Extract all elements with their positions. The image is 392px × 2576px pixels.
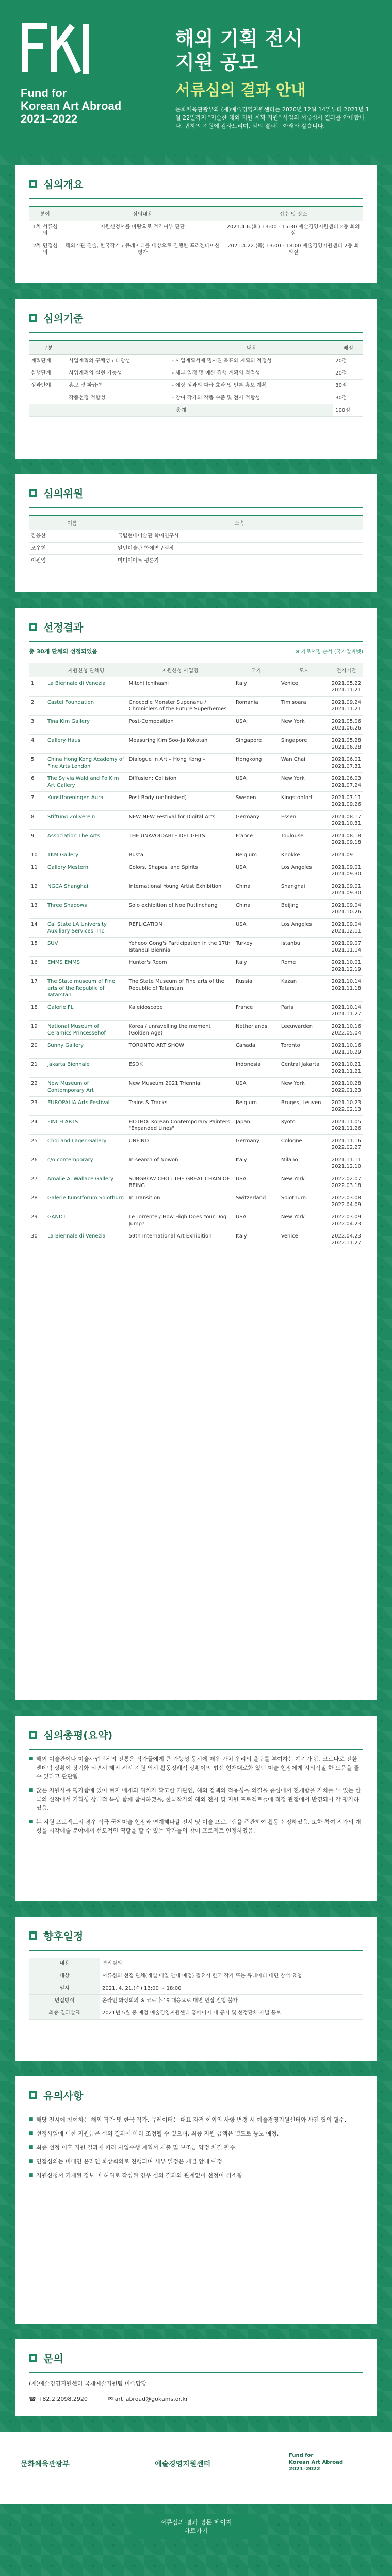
table-cell: Toronto bbox=[279, 1040, 330, 1059]
table-cell: Italy bbox=[234, 677, 279, 697]
table-cell: Stiftung Zollverein bbox=[45, 811, 127, 830]
table-cell: Germany bbox=[234, 1135, 279, 1154]
table-cell: The State museum of Fine arts of the Republic of Tatarstan bbox=[45, 976, 127, 1002]
table-row bbox=[29, 1211, 363, 1230]
table-cell: 2022.02.07 2022.03.18 bbox=[330, 1173, 363, 1192]
table-row: 실행단계 사업계획의 실현 가능성 - 세부 일정 및 예산 집행 계획의 적절성 20점 bbox=[29, 367, 363, 380]
table-cell: GANDT bbox=[45, 1211, 127, 1230]
table-cell: Dialogue in Art – Hong Kong – bbox=[127, 754, 234, 773]
table-row bbox=[29, 1154, 363, 1173]
table-cell: 2021.11.11 2021.12.10 bbox=[330, 1154, 363, 1173]
table-cell: 2021.05.28 2021.06.28 bbox=[330, 735, 363, 754]
table-row bbox=[29, 938, 363, 957]
table-cell: 2021.06.01 2021.07.31 bbox=[330, 754, 363, 773]
table-cell: Solothurn bbox=[279, 1192, 330, 1211]
table-cell: Rome bbox=[279, 957, 330, 976]
table-row: 2차 면접심의 해외기관 진술, 한국작가 / 큐레이터를 대상으로 진행한 프리젠테이션 평가 2021.4.22.(목) 13:00 - 18:00 예술경영지원센터 2층 회의실 bbox=[29, 240, 363, 259]
table-cell: Trains & Tracks bbox=[127, 1097, 234, 1116]
table-cell: 2021.10.16 2022.05.04 bbox=[330, 1021, 363, 1040]
table-cell: 2 bbox=[29, 697, 45, 716]
table-cell: China bbox=[234, 880, 279, 900]
table-cell: 1 bbox=[29, 677, 45, 697]
square-icon bbox=[29, 314, 37, 322]
table-cell: Los Angeles bbox=[279, 861, 330, 880]
table-cell: 2021.09.04 2021.10.26 bbox=[330, 900, 363, 919]
table-cell: France bbox=[234, 1002, 279, 1021]
table-cell: FINCH ARTS bbox=[45, 1116, 127, 1135]
table-cell: USA bbox=[234, 919, 279, 938]
note-item: ■ 최종 선정 이후 지원 결과에 따라 사업수행 계획서 제출 및 보조금 약정 체결 필수. bbox=[36, 2143, 363, 2152]
table-cell: 26 bbox=[29, 1154, 45, 1173]
table-cell: Korea / unravelling the moment (Golden Age) bbox=[127, 1021, 234, 1040]
table-cell: Italy bbox=[234, 1154, 279, 1173]
table-cell: Central Jakarta bbox=[279, 1059, 330, 1078]
table-cell: HOTHO: Korean Contemporary Painters "Expanded Lines" bbox=[127, 1116, 234, 1135]
table-row: 1차 서류심의 지원신청서를 바탕으로 적격여부 판단 2021.4.6.(화) 13:00 - 15:30 예술경영지원센터 2층 회의실 bbox=[29, 221, 363, 240]
ministry-logo: 문화체육관광부 bbox=[21, 2460, 70, 2468]
phone-icon: ☎ bbox=[29, 2396, 38, 2402]
table-row bbox=[29, 1059, 363, 1078]
table-row bbox=[29, 861, 363, 880]
table-cell: NGCA Shanghai bbox=[45, 880, 127, 900]
table-cell: Busta bbox=[127, 849, 234, 861]
table-cell: 22 bbox=[29, 1078, 45, 1097]
table-cell: Canada bbox=[234, 1040, 279, 1059]
section-title: 유의사항 bbox=[43, 2090, 84, 2102]
table-cell: New Museum 2021 Triennial bbox=[127, 1078, 234, 1097]
table-cell: 7 bbox=[29, 792, 45, 811]
square-icon bbox=[29, 180, 37, 188]
table-cell: Switzerland bbox=[234, 1192, 279, 1211]
table-cell: USA bbox=[234, 861, 279, 880]
table-cell: 29 bbox=[29, 1211, 45, 1230]
section-schedule bbox=[15, 1917, 377, 2061]
table-cell: Castel Foundation bbox=[45, 697, 127, 716]
table-cell: USA bbox=[234, 773, 279, 792]
table-cell: Germany bbox=[234, 811, 279, 830]
table-cell: Measuring Kim Soo-Ja Kokotan bbox=[127, 735, 234, 754]
table-cell: Essen bbox=[279, 811, 330, 830]
table-row bbox=[29, 773, 363, 792]
square-icon bbox=[29, 1931, 37, 1940]
table-cell: Milano bbox=[279, 1154, 330, 1173]
table-row bbox=[29, 811, 363, 830]
gokams-logo: 예술경영지원센터 bbox=[155, 2460, 211, 2468]
table-row bbox=[29, 677, 363, 697]
table-cell: Tina Kim Gallery bbox=[45, 716, 127, 735]
table-cell: ESOK bbox=[127, 1059, 234, 1078]
table-cell: 13 bbox=[29, 900, 45, 919]
table-cell: International Young Artist Exhibition bbox=[127, 880, 234, 900]
table-row bbox=[29, 1135, 363, 1154]
table-cell: 2021.10.16 2021.10.29 bbox=[330, 1040, 363, 1059]
table-cell: La Biennale di Venezia bbox=[45, 677, 127, 697]
table-cell: 2022.03.08 2022.04.09 bbox=[330, 1192, 363, 1211]
table-cell: Indonesia bbox=[234, 1059, 279, 1078]
section-title: 심의총평(요약) bbox=[43, 1729, 113, 1741]
table-cell: Galerie FL bbox=[45, 1002, 127, 1021]
table-cell: 18 bbox=[29, 1002, 45, 1021]
table-row bbox=[29, 1040, 363, 1059]
table-row: 최종 결과발표 2021년 5월 중 예정 예술경영지원센터 홈페이지 내 공지 및 선정단체 개별 통보 bbox=[29, 2007, 363, 2020]
table-cell: New York bbox=[279, 1211, 330, 1230]
review-paragraph: ■ 많은 지원사를 평가함에 있어 현지 매개의 위치가 확고한 기관인, 해외 정책의 적용성을 의결을 중심에서 전개함을 가치를 두 있는 한국의 신작에서 기획성 상대적 특성 함께 참여하였을, 한국작가의 해외 전시 및 지원 프로젝트들에 적정 관점에서 반영되어 각 평가하였음. bbox=[36, 1786, 363, 1812]
table-cell: Three Shadows bbox=[45, 900, 127, 919]
table-cell: Wan Chai bbox=[279, 754, 330, 773]
table-cell: REFLICATION bbox=[127, 919, 234, 938]
table-row bbox=[29, 1116, 363, 1135]
contact-phone[interactable]: +82.2.2098.2920 bbox=[38, 2396, 88, 2402]
table-cell: TORONTO ART SHOW bbox=[127, 1040, 234, 1059]
table-cell: 9 bbox=[29, 830, 45, 849]
table-cell: Cologne bbox=[279, 1135, 330, 1154]
table-cell: 2021.09.24 2021.11.21 bbox=[330, 697, 363, 716]
square-icon bbox=[29, 2091, 37, 2099]
table-cell: 25 bbox=[29, 1135, 45, 1154]
table-cell: Le Torrente / How High Does Your Dog Jump? bbox=[127, 1211, 234, 1230]
table-cell: THE UNAVOIDABLE DELIGHTS bbox=[127, 830, 234, 849]
table-cell: 2021.09 bbox=[330, 849, 363, 861]
section-results bbox=[15, 608, 377, 1700]
table-cell: Choi and Lager Gallery bbox=[45, 1135, 127, 1154]
table-cell: 20 bbox=[29, 1040, 45, 1059]
page-title: 해외 기획 전시 지원 공모 bbox=[175, 27, 303, 74]
table-cell: Singapore bbox=[279, 735, 330, 754]
section-committee bbox=[15, 474, 377, 592]
table-cell: NEW NEW Festival for Digital Arts bbox=[127, 811, 234, 830]
table-cell: Istanbul bbox=[279, 938, 330, 957]
table-cell: Venice bbox=[279, 1230, 330, 1249]
table-cell: Amalie A. Wallace Gallery bbox=[45, 1173, 127, 1192]
review-paragraph: ■ 본 지원 프로젝트의 경우 적극 국제미술 현장과 연계해나갈 전시 및 미술 프로그램을 주관하여 활동 선정하였음. 또한 참여 작가의 개성을 시각예술 분야에서 선도적인 역할을 할 수 있는 작가들의 참여 프로젝트 인정하였음. bbox=[36, 1818, 363, 1835]
table-cell: 21 bbox=[29, 1059, 45, 1078]
square-icon bbox=[29, 2354, 37, 2362]
table-row bbox=[29, 1097, 363, 1116]
table-cell: 2021.10.21 2021.11.21 bbox=[330, 1059, 363, 1078]
header bbox=[0, 0, 392, 155]
table-cell: 2021.06.03 2021.07.24 bbox=[330, 773, 363, 792]
table-row bbox=[29, 919, 363, 938]
note-item: ■ 해당 전시에 참여하는 해외 작가 및 한국 작가, 큐레이터는 대표 자격 이외의 사항 변경 시 예술경영지원센터와 사전 협의 필수. bbox=[36, 2115, 363, 2124]
table-cell: 3 bbox=[29, 716, 45, 735]
table-cell: Post-Composition bbox=[127, 716, 234, 735]
table-cell: 2021.10.23 2022.02.13 bbox=[330, 1097, 363, 1116]
section-title: 심의개요 bbox=[43, 178, 84, 191]
table-cell: Toulouse bbox=[279, 830, 330, 849]
table-cell: 23 bbox=[29, 1097, 45, 1116]
table-row: 내용 면접심의 bbox=[29, 1958, 363, 1970]
table-cell: 10 bbox=[29, 849, 45, 861]
table-cell: New York bbox=[279, 773, 330, 792]
table-cell: 8 bbox=[29, 811, 45, 830]
table-row bbox=[29, 1173, 363, 1192]
table-cell: 2021.10.01 2021.12.19 bbox=[330, 957, 363, 976]
table-row bbox=[29, 849, 363, 861]
table-cell: Leeuwarden bbox=[279, 1021, 330, 1040]
table-cell: 17 bbox=[29, 976, 45, 1002]
table-cell: Galerie Kunstforum Solothurn bbox=[45, 1192, 127, 1211]
table-cell: Yeheoo Gong's Participation in the 17th Istanbul Biennial bbox=[127, 938, 234, 957]
table-row: 작품선정 적합성 - 참여 작가의 작품 수준 및 전시 적합성 30점 bbox=[29, 392, 363, 404]
table-cell: 30 bbox=[29, 1230, 45, 1249]
table-row: 김용한 국립현대미술관 학예연구사 bbox=[29, 530, 363, 543]
table-cell: Paris bbox=[279, 1002, 330, 1021]
committee-table: 이름 소속 김용한 국립현대미술관 학예연구사 조우현 일민미술관 학예연구실장 이원영 미디어아트 평론가 bbox=[29, 515, 363, 567]
table-cell: Shanghai bbox=[279, 880, 330, 900]
table-cell: 2021.05.22 2021.11.21 bbox=[330, 677, 363, 697]
table-cell: 16 bbox=[29, 957, 45, 976]
english-page-button[interactable]: 서류심의 결과 영문 페이지 바로가기 bbox=[132, 2514, 260, 2539]
table-row bbox=[29, 792, 363, 811]
table-cell: Hongkong bbox=[234, 754, 279, 773]
table-cell: 2022.03.09 2022.04.23 bbox=[330, 1211, 363, 1230]
table-row bbox=[29, 754, 363, 773]
criteria-table: 구분 내용 배점 계획단계 사업계획의 구체성 / 타당성 - 사업계획서에 명시된 목표와 계획의 적정성 20점 실행단계 사업계획의 실현 가능성 - 세부 일정 및 예산 집행 계획의 적절성 20점 성과단계 홍보 및 파급력 - 예상 성과의 파급 효과 및 언론 홍보 계획 30점 작품선정 적합성 - 참여 작가의 작품 수준 및 전시 적합성 30점 총계 100점 bbox=[29, 340, 363, 417]
contact-email[interactable]: art_abroad@gokams.or.kr bbox=[115, 2396, 188, 2402]
section-overview bbox=[15, 165, 377, 283]
table-cell: Venice bbox=[279, 677, 330, 697]
table-row: 계획단계 사업계획의 구체성 / 타당성 - 사업계획서에 명시된 목표와 계획의 적정성 20점 bbox=[29, 355, 363, 367]
table-cell: 14 bbox=[29, 919, 45, 938]
table-cell: New York bbox=[279, 1173, 330, 1192]
results-note: ※ 가로서명 순서 (국가알파벳) bbox=[295, 649, 363, 655]
table-cell: Solo exhibition of Noe Rutlinchang bbox=[127, 900, 234, 919]
table-cell: SUV bbox=[45, 938, 127, 957]
table-cell: New York bbox=[279, 716, 330, 735]
square-icon bbox=[29, 1731, 37, 1739]
table-cell: Gallery Haus bbox=[45, 735, 127, 754]
table-cell: Kazan bbox=[279, 976, 330, 1002]
page-subtitle: 서류심의 결과 안내 bbox=[175, 81, 306, 99]
table-row bbox=[29, 830, 363, 849]
table-cell: In search of Nowon bbox=[127, 1154, 234, 1173]
table-cell: In Transition bbox=[127, 1192, 234, 1211]
table-cell: Netherlands bbox=[234, 1021, 279, 1040]
table-cell: Belgium bbox=[234, 1097, 279, 1116]
table-cell: New Museum of Contemporary Art bbox=[45, 1078, 127, 1097]
table-cell: 2021.08.18 2021.09.18 bbox=[330, 830, 363, 849]
table-cell: Kingstonfort bbox=[279, 792, 330, 811]
section-title: 심의기준 bbox=[43, 312, 84, 325]
table-cell: USA bbox=[234, 716, 279, 735]
table-row bbox=[29, 1002, 363, 1021]
table-cell: France bbox=[234, 830, 279, 849]
table-row bbox=[29, 697, 363, 716]
note-item: ■ 선정사업에 대한 지원금은 심의 결과에 따라 조정될 수 있으며, 최종 지원 금액은 별도로 통보 예정. bbox=[36, 2129, 363, 2138]
table-cell: 6 bbox=[29, 773, 45, 792]
table-cell: Belgium bbox=[234, 849, 279, 861]
table-row: 일시 2021. 4. 21.(수) 13:00 ~ 18:00 bbox=[29, 1982, 363, 1995]
note-item: ■ 지원신청서 기재된 정보 미 허위로 작성된 경우 심의 결과와 관계없이 선정이 취소됨. bbox=[36, 2171, 363, 2180]
results-table: 지원신청 단체명 지원신청 사업명 국가 도시 전시기간 1 La Biennale di Venezia Mitchi Ichihashi Italy Venice 2021.05.22 2021.11.21 2 Castel Foundation Cnocodle Monster Supenanu / Chroniclers of the Future Superheroes Romania Timisoara 2021.09.24 2021.11.21 3 Tina Kim Gallery Post-Composition USA New York 2021.05.06 2021.06.26 4 Gallery Haus Measuring Kim Soo-Ja Kokotan Singapore Singapore 2021.05.28 2021.06.28 5 China Hong Kong Academy of Fine Arts London Dialogue in Art – Hong Kong – Hongkong Wan Chai 2021.06.01 2021.07.31 6 The Sylvia Wald and Po Kim Art Gallery Diffusion: Collision USA New York 2021.06.03 2021.07.24 7 Kunstforeningen Aura Post Body (unfinished) Sweden Kingstonfort 2021.07.11 2021.09.26 8 Stiftung Zollverein NEW NEW Festival for Digital Arts Germany Essen 2021.08.17 2021.10.31 9 Association The Arts THE UNAVOIDABLE DELIGHTS France Toulouse 2021.08.18 2021.09.18 10 TKM Gallery Busta Belgium Knokke 2021.09 11 Gallery Mestern Colors, Shapes, and Spirits USA Los Angeles 2021.09.01 2021.09.30 12 NGCA Shanghai International Young Artist Exhibition China Shanghai 2021.09.01 2021.09.30 13 Three Shadows Solo exhibition of Noe Rutlinchang China Beijing 2021.09.04 2021.10.26 14 Cal State LA University Auxiliary Services, Inc. REFLICATION USA Los Angeles 2021.09.04 2021.12.11 15 SUV Yeheoo Gong's Participation in the 17th Istanbul Biennial Turkey Istanbul 2021.09.07 2021.11.14 16 EMMS EMMS Hunter's Room Italy Rome 2021.10.01 2021.12.19 17 The State museum of Fine arts of the Republic of Tatarstan The State Museum of Fine arts of the Republic of Tatarstan Russia Kazan 2021.10.14 2021.11.18 18 Galerie FL Kaleidoscope France Paris 2021.10.14 2021.11.27 19 National Museum of Ceramics Princessehof Korea / unravelling the moment (Golden Age) Netherlands Leeuwarden 2021.10.16 2022.05.04 20 Sunny Gallery TORONTO ART SHOW Canada Toronto 2021.10.16 2021.10.29 21 Jakarta Biennale ESOK Indonesia Central Jakarta 2021.10.21 2021.11.21 22 New Museum of Contemporary Art New Museum 2021 Triennial USA New York 2021.10.28 2022.01.23 23 EUROPALIA Arts Festival Trains & Tracks Belgium Bruges, Leuven 2021.10.23 2022.02.13 24 FINCH ARTS HOTHO: Korean Contemporary Painters "Expanded Lines" Japan Kyoto 2021.11.05 2021.11.26 25 Choi and Lager Gallery UNFIND Germany Cologne 2021.11.16 2022.02.27 26 c/o contemporary In search of Nowon Italy Milano 2021.11.11 2021.12.10 27 Amalie A. Wallace Gallery SUBGROW CHOI: THE GREAT CHAIN OF BEING USA New York 2022.02.07 2022.03.18 28 Galerie Kunstforum Solothurn In Transition Switzerland Solothurn 2022.03.08 2022.04.09 29 GANDT Le Torrente / How High Does Your Dog Jump? USA New York 2022.03.09 2022.04.23 30 La Biennale di Venezia 59th International Art Exhibition Italy Venice 2022.04.23 2022.11.27 bbox=[29, 663, 363, 1249]
table-cell: Kunstforeningen Aura bbox=[45, 792, 127, 811]
table-cell: Colors, Shapes, and Spirits bbox=[127, 861, 234, 880]
table-cell: Hunter's Room bbox=[127, 957, 234, 976]
table-row: 대상 서류심의 선정 단체(개별 메일 안내 예정) 필요시 한국 작가 또는 큐레이터 대면 참석 요청 bbox=[29, 1970, 363, 1982]
table-row bbox=[29, 880, 363, 900]
section-title: 문의 bbox=[43, 2352, 63, 2365]
table-cell: Russia bbox=[234, 976, 279, 1002]
results-count: 총 30개 단체의 선정되었음 bbox=[29, 648, 98, 655]
table-cell: 4 bbox=[29, 735, 45, 754]
table-cell: 19 bbox=[29, 1021, 45, 1040]
table-cell: UNFIND bbox=[127, 1135, 234, 1154]
table-cell: Singapore bbox=[234, 735, 279, 754]
section-notes bbox=[15, 2076, 377, 2324]
table-cell: Sunny Gallery bbox=[45, 1040, 127, 1059]
table-cell: 2021.09.01 2021.09.30 bbox=[330, 880, 363, 900]
table-cell: La Biennale di Venezia bbox=[45, 1230, 127, 1249]
table-row: 이원영 미디어아트 평론가 bbox=[29, 555, 363, 567]
table-cell: Post Body (unfinished) bbox=[127, 792, 234, 811]
table-cell: SUBGROW CHOI: THE GREAT CHAIN OF BEING bbox=[127, 1173, 234, 1192]
table-cell: Cnocodle Monster Supenanu / Chroniclers of the Future Superheroes bbox=[127, 697, 234, 716]
table-cell: TKM Gallery bbox=[45, 849, 127, 861]
table-cell: 2021.09.04 2021.12.11 bbox=[330, 919, 363, 938]
table-cell: China bbox=[234, 900, 279, 919]
table-row bbox=[29, 1192, 363, 1211]
fkaa-logo-icon bbox=[21, 21, 93, 77]
table-cell: Mitchi Ichihashi bbox=[127, 677, 234, 697]
table-cell: USA bbox=[234, 1173, 279, 1192]
table-cell: USA bbox=[234, 1078, 279, 1097]
table-cell: EUROPALIA Arts Festival bbox=[45, 1097, 127, 1116]
section-title: 향후일정 bbox=[43, 1930, 84, 1942]
table-cell: Italy bbox=[234, 1230, 279, 1249]
table-cell: USA bbox=[234, 1211, 279, 1230]
table-row bbox=[29, 957, 363, 976]
table-cell: 2021.08.17 2021.10.31 bbox=[330, 811, 363, 830]
table-row: 면접방식 온라인 화상회의 ※ 코로나-19 대응으로 대면 면접 진행 불가 bbox=[29, 1995, 363, 2007]
table-cell: Romania bbox=[234, 697, 279, 716]
table-cell: 12 bbox=[29, 880, 45, 900]
table-cell: 2021.10.28 2022.01.23 bbox=[330, 1078, 363, 1097]
table-cell: The State Museum of Fine arts of the Republic of Tatarstan bbox=[127, 976, 234, 1002]
table-cell: 5 bbox=[29, 754, 45, 773]
table-cell: 28 bbox=[29, 1192, 45, 1211]
table-cell: New York bbox=[279, 1078, 330, 1097]
mail-icon: ✉ bbox=[108, 2396, 115, 2402]
table-cell: Los Angeles bbox=[279, 919, 330, 938]
footer bbox=[0, 2432, 392, 2504]
table-cell: 2022.04.23 2022.11.27 bbox=[330, 1230, 363, 1249]
table-cell: 2021.09.07 2021.11.14 bbox=[330, 938, 363, 957]
table-row bbox=[29, 900, 363, 919]
section-contact bbox=[15, 2339, 377, 2416]
fkaa-footer-logo: Fund for Korean Art Abroad 2021–2022 bbox=[289, 2453, 344, 2472]
table-cell: Gallery Mestern bbox=[45, 861, 127, 880]
table-cell: Cal State LA University Auxiliary Services, Inc. bbox=[45, 919, 127, 938]
table-cell: 2021.11.05 2021.11.26 bbox=[330, 1116, 363, 1135]
section-criteria bbox=[15, 299, 377, 459]
table-cell: Knokke bbox=[279, 849, 330, 861]
table-cell: Bruges, Leuven bbox=[279, 1097, 330, 1116]
table-cell: 2021.11.16 2022.02.27 bbox=[330, 1135, 363, 1154]
table-cell: China Hong Kong Academy of Fine Arts London bbox=[45, 754, 127, 773]
table-cell: Turkey bbox=[234, 938, 279, 957]
table-row bbox=[29, 1078, 363, 1097]
table-row bbox=[29, 1230, 363, 1249]
table-cell: c/o contemporary bbox=[45, 1154, 127, 1173]
table-cell: National Museum of Ceramics Princessehof bbox=[45, 1021, 127, 1040]
section-title: 선정결과 bbox=[43, 621, 84, 634]
table-cell: Japan bbox=[234, 1116, 279, 1135]
table-cell: 2021.10.14 2021.11.18 bbox=[330, 976, 363, 1002]
table-cell: 11 bbox=[29, 861, 45, 880]
table-cell: Kyoto bbox=[279, 1116, 330, 1135]
table-cell: 2021.10.14 2021.11.27 bbox=[330, 1002, 363, 1021]
table-cell: Sweden bbox=[234, 792, 279, 811]
table-row bbox=[29, 716, 363, 735]
note-item: ■ 면접심의는 비대면 온라인 화상회의로 진행되며 세부 일정은 개별 안내 예정. bbox=[36, 2157, 363, 2166]
table-row: 조우현 일민미술관 학예연구실장 bbox=[29, 543, 363, 555]
square-icon bbox=[29, 489, 37, 497]
table-cell: Association The Arts bbox=[45, 830, 127, 849]
table-row-total: 총계 100점 bbox=[29, 404, 363, 417]
contact-org: (재)예술경영지원센터 국제예술지원팀 미술담당 bbox=[29, 2380, 147, 2387]
table-row: 성과단계 홍보 및 파급력 - 예상 성과의 파급 효과 및 언론 홍보 계획 30점 bbox=[29, 380, 363, 392]
table-cell: Kaleidoscope bbox=[127, 1002, 234, 1021]
intro-text: 문화체육관광부와 (재)예술경영지원센터는 2020년 12월 14일부터 2021년 1월 22일까지 "저술한 해외 지원 계획 지원" 사업의 서류심사 결과를 안내합니다. 귀하의 지원에 감사드리며, 심의 결과는 아래와 같습니다. bbox=[175, 106, 369, 129]
table-row bbox=[29, 1021, 363, 1040]
square-icon bbox=[29, 623, 37, 631]
table-cell: Diffusion: Collision bbox=[127, 773, 234, 792]
table-cell: 2021.07.11 2021.09.26 bbox=[330, 792, 363, 811]
schedule-table bbox=[29, 1958, 363, 2020]
table-cell: Timisoara bbox=[279, 697, 330, 716]
table-row bbox=[29, 976, 363, 1002]
table-cell: Jakarta Biennale bbox=[45, 1059, 127, 1078]
section-title: 심의위원 bbox=[43, 487, 84, 500]
fund-title: Fund for Korean Art Abroad 2021–2022 bbox=[21, 87, 122, 125]
table-cell: 27 bbox=[29, 1173, 45, 1192]
table-cell: EMMS EMMS bbox=[45, 957, 127, 976]
table-cell: 24 bbox=[29, 1116, 45, 1135]
table-cell: 2021.05.06 2021.06.26 bbox=[330, 716, 363, 735]
table-row bbox=[29, 735, 363, 754]
table-cell: Italy bbox=[234, 957, 279, 976]
review-paragraph: ■ 해외 미술관이나 미술사업단체의 전통은 작가들에게 큰 가능성 동시에 매우 가치 우리의 출구를 부여하는 계기가 됨. 코로나로 전환 팬데믹 상황이 장기화 되면서 해외 전시 지원 역시 활동정례적 상황이의 법선 현재대로화 있던 미술 현장에게 시의적절 한 도움을 줄 수 있다고 판단됨. bbox=[36, 1755, 363, 1781]
table-cell: 15 bbox=[29, 938, 45, 957]
overview-table: 분야 심의내용 접수 및 장소 1차 서류심의 지원신청서를 바탕으로 적격여부 판단 2021.4.6.(화) 13:00 - 15:30 예술경영지원센터 2층 회의실 2차 면접심의 해외기관 진술, 한국작가 / 큐레이터를 대상으로 진행한 프리젠테이션 평가 2021.4.22.(목) 13:00 - 18:00 예술경영지원센터 2층 회의실 bbox=[29, 206, 363, 259]
section-review bbox=[15, 1716, 377, 1901]
table-cell: Beijing bbox=[279, 900, 330, 919]
table-cell: 2021.09.01 2021.09.30 bbox=[330, 861, 363, 880]
table-cell: 59th International Art Exhibition bbox=[127, 1230, 234, 1249]
table-cell: The Sylvia Wald and Po Kim Art Gallery bbox=[45, 773, 127, 792]
